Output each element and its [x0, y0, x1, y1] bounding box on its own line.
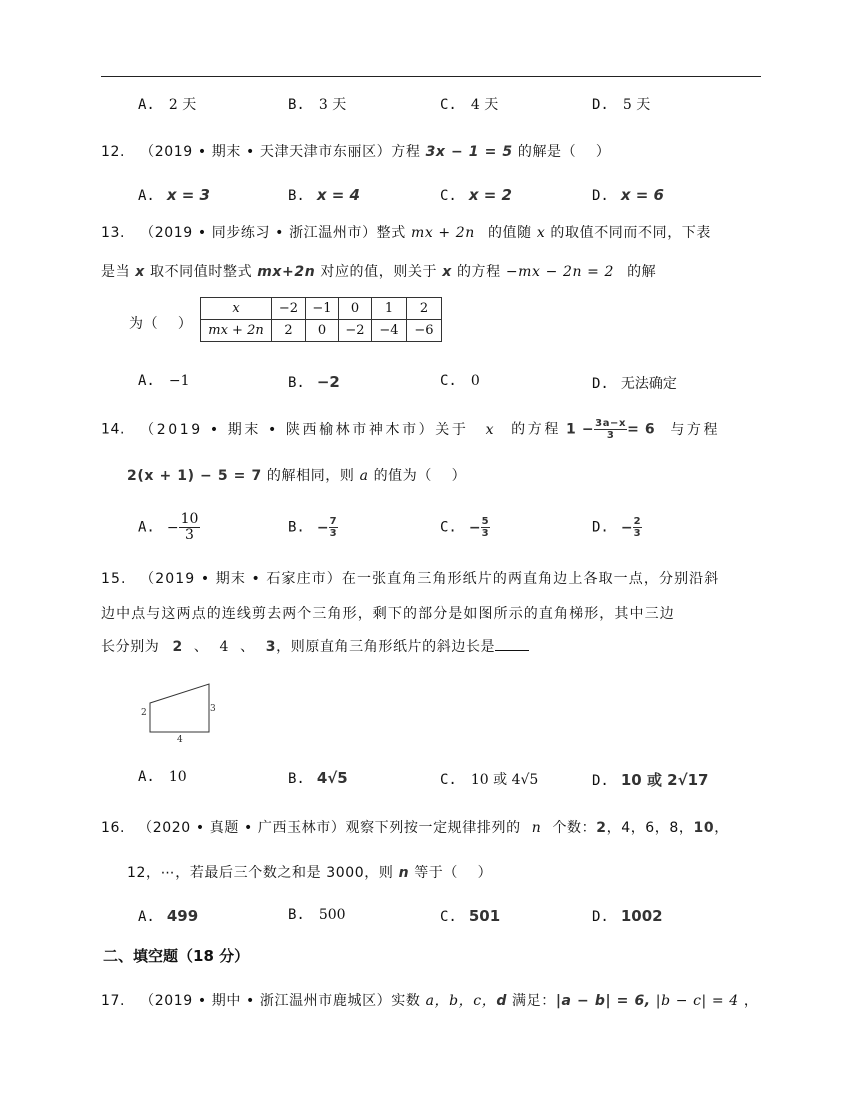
q16-stem-line2: 12，⋯，若最后三个数之和是 3000，则 n 等于（ ） [127, 865, 493, 881]
q16-option-a[interactable]: A. 499 [138, 907, 199, 925]
question-number: 16. [101, 820, 126, 836]
q16-option-c[interactable]: C. 501 [440, 907, 501, 925]
q11-option-b[interactable]: B. 3 天 [288, 97, 347, 113]
q12-option-d[interactable]: D. x = 6 [592, 186, 664, 204]
top-rule [101, 76, 761, 77]
q13-option-b[interactable]: B. −2 [288, 373, 340, 391]
q12-option-a[interactable]: A. x = 3 [138, 186, 210, 204]
q16-option-d[interactable]: D. 1002 [592, 907, 663, 925]
q13-stem-line2: 是当 x 取不同值时整式 mx+2n 对应的值，则关于 x 的方程 −mx − 2n = 2 的解 [101, 264, 657, 280]
question-number: 17. [101, 993, 126, 1009]
q16-stem-line1: 16. （2020 • 真题 • 广西玉林市）观察下列按一定规律排列的 n 个数：2，4，6，8，10， [101, 820, 729, 836]
q15-trapezoid-figure [138, 680, 228, 745]
q14-stem-line2: 2(x + 1) − 5 = 7 的解相同，则 a 的值为（ ） [127, 468, 467, 484]
q13-option-c[interactable]: C. 0 [440, 373, 480, 389]
q14-option-d[interactable]: D. − $\frac{2}{3}$ [592, 516, 641, 539]
q14-stem-line1: 14. （2019 • 期末 • 陕西榆林市神木市）关于 x 的方程 1 − $\frac{3a-x}{3}$ = 6 与方程 [101, 418, 721, 441]
answer-blank[interactable] [495, 638, 529, 651]
trapezoid-shape [150, 684, 209, 732]
figure-label-bottom: 4 [177, 735, 183, 745]
q17-stem: 17. （2019 • 期中 • 浙江温州市鹿城区）实数 a，b，c，d 满足：|a − b| = 6, |b − c| = 4 ， [101, 993, 759, 1009]
q12-option-b[interactable]: B. x = 4 [288, 186, 360, 204]
figure-label-left: 2 [141, 708, 147, 718]
table-row: x −2 −1 0 1 2 [201, 298, 442, 320]
q14-option-c[interactable]: C. − $\frac{5}{3}$ [440, 516, 489, 539]
q13-stem-line3: 为（ ） [129, 316, 193, 332]
q12-stem: 12. （2019 • 期末 • 天津天津市东丽区）方程 3x − 1 = 5 的解是（ ） [101, 144, 611, 160]
figure-label-right: 3 [210, 704, 216, 714]
q15-stem-line1: 15. （2019 • 期末 • 石家庄市）在一张直角三角形纸片的两直角边上各取一点，分别沿斜 [101, 571, 720, 587]
q13-option-a[interactable]: A. −1 [138, 373, 190, 389]
q13-value-table [200, 297, 442, 342]
q15-stem-line2: 边中点与这两点的连线剪去两个三角形，剩下的部分是如图所示的直角梯形，其中三边 [101, 606, 675, 622]
question-number: 15. [101, 571, 127, 587]
q14-option-a[interactable]: A. − $\frac{10}{3}$ [138, 511, 199, 543]
q12-option-c[interactable]: C. x = 2 [440, 186, 512, 204]
q15-option-a[interactable]: A. 10 [138, 769, 187, 785]
question-number: 14. [101, 421, 126, 438]
q11-option-a[interactable]: A. 2 天 [138, 97, 197, 113]
question-number: 12. [101, 144, 126, 160]
q14-option-b[interactable]: B. − $\frac{7}{3}$ [288, 516, 337, 539]
q15-option-b[interactable]: B. 4√5 [288, 769, 348, 787]
q15-option-d[interactable]: D. 10 或 2√17 [592, 771, 709, 789]
q11-option-d[interactable]: D. 5 天 [592, 97, 651, 113]
q13-option-d[interactable]: D. 无法确定 [592, 376, 677, 392]
q16-option-b[interactable]: B. 500 [288, 907, 346, 923]
section-heading: 二、填空题（18 分） [103, 947, 250, 965]
q15-option-c[interactable]: C. 10 或 4√5 [440, 772, 539, 788]
q14-fraction: $\frac{3a-x}{3}$ [595, 418, 627, 441]
q13-stem-line1: 13. （2019 • 同步练习 • 浙江温州市）整式 mx + 2n 的值随 x 的取值不同而不同，下表 [101, 225, 711, 241]
question-number: 13. [101, 225, 126, 241]
q12-equation: 3x − 1 = 5 [425, 144, 513, 160]
table-row: mx + 2n 2 0 −2 −4 −6 [201, 320, 442, 342]
q15-stem-line3: 长分别为 2 、 4 、 3，则原直角三角形纸片的斜边长是 [101, 636, 529, 656]
q11-option-c[interactable]: C. 4 天 [440, 97, 499, 113]
